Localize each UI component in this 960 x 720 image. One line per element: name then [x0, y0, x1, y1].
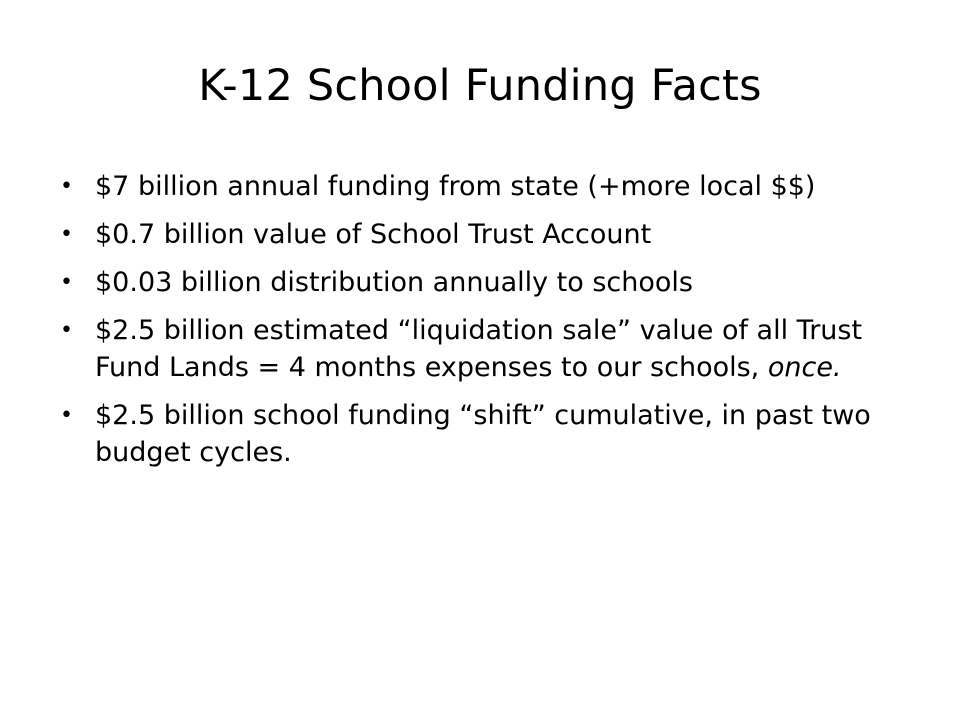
bullet-text-emphasis: once.	[767, 352, 842, 383]
bullet-icon: •	[60, 318, 73, 343]
slide-title: K-12 School Funding Facts	[198, 61, 762, 111]
bullet-icon: •	[60, 403, 73, 428]
bullet-icon: •	[60, 270, 73, 295]
bullet-text	[95, 312, 920, 386]
bullet-text: $2.5 billion school funding “shift” cumulative, in past two budget cycles.	[95, 400, 871, 468]
bullet-icon: •	[60, 222, 73, 247]
bullet-text: $7 billion annual funding from state (+more local $$)	[95, 171, 816, 202]
bullet-item	[60, 264, 920, 301]
bullet-item	[60, 216, 920, 253]
bullet-text: $0.03 billion distribution annually to schools	[95, 267, 693, 298]
bullet-text: $0.7 billion value of School Trust Account	[95, 219, 652, 250]
bullet-text-main: $2.5 billion estimated “liquidation sale” value of all Trust Fund Lands = 4 months expenses to our schools,	[95, 315, 863, 383]
bullet-item	[60, 312, 920, 386]
bullet-item	[60, 397, 920, 471]
bullet-list	[60, 168, 920, 482]
bullet-icon: •	[60, 174, 73, 199]
bullet-item	[60, 168, 920, 205]
